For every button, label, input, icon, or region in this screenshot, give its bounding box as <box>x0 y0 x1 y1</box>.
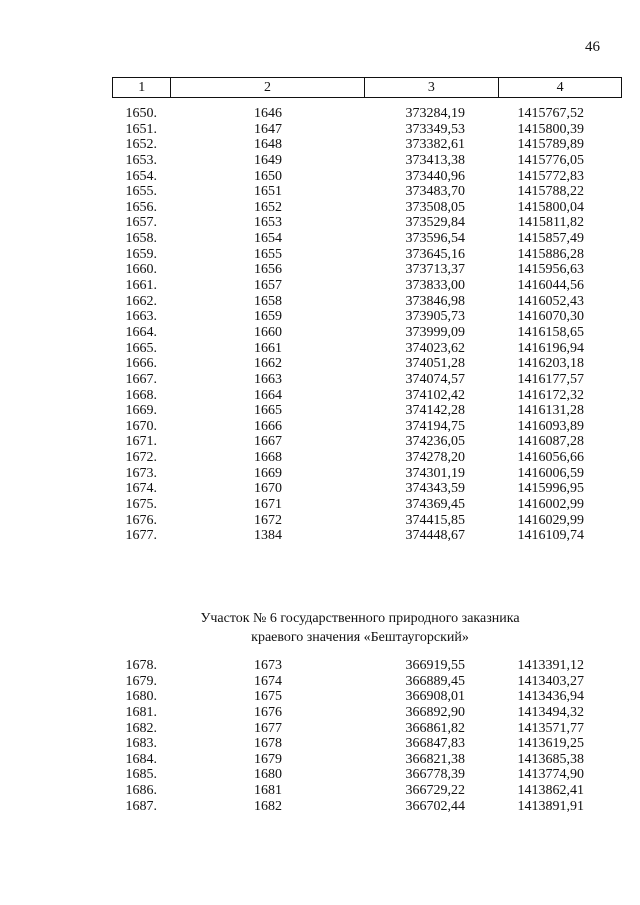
point-number: 1663. <box>125 309 157 325</box>
source-point: 1652 <box>254 199 282 215</box>
point-number: 1665. <box>125 340 157 356</box>
y-coordinate: 1415886,28 <box>517 246 584 262</box>
x-coordinate: 373413,38 <box>405 152 465 168</box>
y-coordinate: 1415956,63 <box>517 262 584 278</box>
y-coordinate: 1413436,94 <box>517 689 584 705</box>
point-number: 1659. <box>125 246 157 262</box>
x-coordinate: 374448,67 <box>405 528 465 544</box>
point-number: 1658. <box>125 231 157 247</box>
source-point: 1664 <box>254 387 282 403</box>
x-coordinate: 373999,09 <box>405 324 465 340</box>
source-point: 1679 <box>254 751 282 767</box>
point-number: 1673. <box>125 465 157 481</box>
x-coordinate: 374074,57 <box>405 371 465 387</box>
y-coordinate: 1416070,30 <box>517 309 584 325</box>
point-number: 1681. <box>125 704 157 720</box>
source-point: 1669 <box>254 465 282 481</box>
y-coordinate: 1416131,28 <box>517 403 584 419</box>
table-row <box>0 325 640 341</box>
y-coordinate: 1413891,91 <box>517 798 584 814</box>
y-coordinate: 1415996,95 <box>517 481 584 497</box>
point-number: 1660. <box>125 262 157 278</box>
table-row <box>0 278 640 294</box>
y-coordinate: 1416087,28 <box>517 434 584 450</box>
table-row <box>0 434 640 450</box>
y-coordinate: 1416006,59 <box>517 465 584 481</box>
x-coordinate: 366861,82 <box>405 720 465 736</box>
table-row <box>0 294 640 310</box>
point-number: 1685. <box>125 767 157 783</box>
x-coordinate: 374023,62 <box>405 340 465 356</box>
table-row <box>0 309 640 325</box>
point-number: 1682. <box>125 720 157 736</box>
point-number: 1656. <box>125 199 157 215</box>
x-coordinate: 366892,90 <box>405 704 465 720</box>
source-point: 1680 <box>254 767 282 783</box>
coordinates-table-group-1 <box>0 106 640 544</box>
y-coordinate: 1413862,41 <box>517 783 584 799</box>
point-number: 1667. <box>125 371 157 387</box>
point-number: 1677. <box>125 528 157 544</box>
column-header-4: 4 <box>499 78 622 98</box>
table-row <box>0 153 640 169</box>
column-header-row <box>113 78 622 98</box>
table-row <box>0 721 640 737</box>
y-coordinate: 1416172,32 <box>517 387 584 403</box>
y-coordinate: 1415811,82 <box>518 215 584 231</box>
table-row <box>0 247 640 263</box>
table-row <box>0 106 640 122</box>
source-point: 1655 <box>254 246 282 262</box>
table-row <box>0 705 640 721</box>
x-coordinate: 366889,45 <box>405 673 465 689</box>
x-coordinate: 366702,44 <box>405 798 465 814</box>
y-coordinate: 1416029,99 <box>517 512 584 528</box>
table-row <box>0 513 640 529</box>
x-coordinate: 374102,42 <box>405 387 465 403</box>
point-number: 1664. <box>125 324 157 340</box>
x-coordinate: 373349,53 <box>405 121 465 137</box>
point-number: 1669. <box>125 403 157 419</box>
x-coordinate: 373440,96 <box>405 168 465 184</box>
source-point: 1384 <box>254 528 282 544</box>
x-coordinate: 366729,22 <box>405 783 465 799</box>
source-point: 1682 <box>254 798 282 814</box>
point-number: 1662. <box>125 293 157 309</box>
y-coordinate: 1415789,89 <box>517 137 584 153</box>
y-coordinate: 1415772,83 <box>517 168 584 184</box>
table-row <box>0 231 640 247</box>
source-point: 1670 <box>254 481 282 497</box>
y-coordinate: 1415788,22 <box>517 184 584 200</box>
point-number: 1676. <box>125 512 157 528</box>
x-coordinate: 373596,54 <box>405 231 465 247</box>
table-row <box>0 799 640 815</box>
source-point: 1661 <box>254 340 282 356</box>
x-coordinate: 373846,98 <box>405 293 465 309</box>
x-coordinate: 373284,19 <box>405 106 465 121</box>
y-coordinate: 1413619,25 <box>517 736 584 752</box>
x-coordinate: 373382,61 <box>405 137 465 153</box>
source-point: 1646 <box>254 106 282 121</box>
point-number: 1668. <box>125 387 157 403</box>
table-row <box>0 169 640 185</box>
y-coordinate: 1413403,27 <box>517 673 584 689</box>
table-row <box>0 528 640 544</box>
point-number: 1687. <box>125 798 157 814</box>
source-point: 1675 <box>254 689 282 705</box>
x-coordinate: 366908,01 <box>405 689 465 705</box>
table-row <box>0 372 640 388</box>
point-number: 1680. <box>125 689 157 705</box>
table-row <box>0 689 640 705</box>
point-number: 1657. <box>125 215 157 231</box>
point-number: 1651. <box>125 121 157 137</box>
coordinates-table-group-2 <box>0 658 640 814</box>
y-coordinate: 1415776,05 <box>517 152 584 168</box>
source-point: 1665 <box>254 403 282 419</box>
table-row <box>0 262 640 278</box>
point-number: 1678. <box>125 658 157 673</box>
point-number: 1670. <box>125 418 157 434</box>
table-row <box>0 658 640 674</box>
y-coordinate: 1416196,94 <box>517 340 584 356</box>
page-number: 46 <box>585 39 600 55</box>
table-row <box>0 783 640 799</box>
column-header-2: 2 <box>171 78 364 98</box>
y-coordinate: 1416158,65 <box>517 324 584 340</box>
x-coordinate: 374369,45 <box>405 497 465 513</box>
point-number: 1666. <box>125 356 157 372</box>
y-coordinate: 1413685,38 <box>517 751 584 767</box>
point-number: 1655. <box>125 184 157 200</box>
x-coordinate: 374343,59 <box>405 481 465 497</box>
point-number: 1684. <box>125 751 157 767</box>
y-coordinate: 1416002,99 <box>517 497 584 513</box>
section-title <box>120 609 600 647</box>
point-number: 1653. <box>125 152 157 168</box>
y-coordinate: 1416093,89 <box>517 418 584 434</box>
y-coordinate: 1413774,90 <box>517 767 584 783</box>
x-coordinate: 366919,55 <box>405 658 465 673</box>
y-coordinate: 1415800,39 <box>517 121 584 137</box>
source-point: 1649 <box>254 152 282 168</box>
source-point: 1666 <box>254 418 282 434</box>
table-row <box>0 752 640 768</box>
table-row <box>0 341 640 357</box>
source-point: 1659 <box>254 309 282 325</box>
table-row <box>0 497 640 513</box>
y-coordinate: 1413391,12 <box>517 658 584 673</box>
source-point: 1674 <box>254 673 282 689</box>
point-number: 1686. <box>125 783 157 799</box>
source-point: 1677 <box>254 720 282 736</box>
source-point: 1662 <box>254 356 282 372</box>
table-row <box>0 450 640 466</box>
y-coordinate: 1416203,18 <box>517 356 584 372</box>
table-row <box>0 122 640 138</box>
source-point: 1672 <box>254 512 282 528</box>
y-coordinate: 1416056,66 <box>517 450 584 466</box>
source-point: 1663 <box>254 371 282 387</box>
point-number: 1683. <box>125 736 157 752</box>
x-coordinate: 374278,20 <box>405 450 465 466</box>
section-title-line-2: краевого значения «Бештаугорский» <box>251 630 469 645</box>
x-coordinate: 373713,37 <box>405 262 465 278</box>
x-coordinate: 374415,85 <box>405 512 465 528</box>
table-row <box>0 388 640 404</box>
source-point: 1654 <box>254 231 282 247</box>
source-point: 1668 <box>254 450 282 466</box>
table-row <box>0 403 640 419</box>
x-coordinate: 374236,05 <box>405 434 465 450</box>
y-coordinate: 1413494,32 <box>517 704 584 720</box>
y-coordinate: 1416052,43 <box>517 293 584 309</box>
point-number: 1650. <box>125 106 157 121</box>
source-point: 1676 <box>254 704 282 720</box>
y-coordinate: 1415800,04 <box>517 199 584 215</box>
table-row <box>0 419 640 435</box>
y-coordinate: 1415767,52 <box>517 106 584 121</box>
table-row <box>0 481 640 497</box>
source-point: 1657 <box>254 278 282 294</box>
table-row <box>0 215 640 231</box>
table-row <box>0 200 640 216</box>
source-point: 1648 <box>254 137 282 153</box>
x-coordinate: 373833,00 <box>405 278 465 294</box>
section-title-line-1: Участок № 6 государственного природного заказника <box>200 611 520 626</box>
source-point: 1671 <box>254 497 282 513</box>
source-point: 1650 <box>254 168 282 184</box>
y-coordinate: 1415857,49 <box>517 231 584 247</box>
source-point: 1647 <box>254 121 282 137</box>
source-point: 1681 <box>254 783 282 799</box>
point-number: 1654. <box>125 168 157 184</box>
column-header-1: 1 <box>113 78 171 98</box>
y-coordinate: 1416177,57 <box>517 371 584 387</box>
x-coordinate: 366847,83 <box>405 736 465 752</box>
table-row <box>0 674 640 690</box>
y-coordinate: 1416044,56 <box>517 278 584 294</box>
source-point: 1673 <box>254 658 282 673</box>
source-point: 1658 <box>254 293 282 309</box>
point-number: 1679. <box>125 673 157 689</box>
table-row <box>0 736 640 752</box>
column-header-3: 3 <box>364 78 499 98</box>
x-coordinate: 373529,84 <box>405 215 465 231</box>
point-number: 1652. <box>125 137 157 153</box>
y-coordinate: 1413571,77 <box>517 720 584 736</box>
x-coordinate: 373508,05 <box>405 199 465 215</box>
x-coordinate: 374301,19 <box>405 465 465 481</box>
table-row <box>0 466 640 482</box>
source-point: 1660 <box>254 324 282 340</box>
x-coordinate: 366778,39 <box>405 767 465 783</box>
y-coordinate: 1416109,74 <box>517 528 584 544</box>
table-row <box>0 137 640 153</box>
table-row <box>0 767 640 783</box>
point-number: 1675. <box>125 497 157 513</box>
x-coordinate: 373645,16 <box>405 246 465 262</box>
source-point: 1656 <box>254 262 282 278</box>
x-coordinate: 374142,28 <box>405 403 465 419</box>
column-header-table <box>112 77 622 98</box>
point-number: 1671. <box>125 434 157 450</box>
source-point: 1651 <box>254 184 282 200</box>
point-number: 1674. <box>125 481 157 497</box>
point-number: 1672. <box>125 450 157 466</box>
source-point: 1667 <box>254 434 282 450</box>
x-coordinate: 374194,75 <box>405 418 465 434</box>
source-point: 1678 <box>254 736 282 752</box>
x-coordinate: 366821,38 <box>405 751 465 767</box>
x-coordinate: 373483,70 <box>405 184 465 200</box>
table-row <box>0 356 640 372</box>
point-number: 1661. <box>125 278 157 294</box>
table-row <box>0 184 640 200</box>
x-coordinate: 374051,28 <box>405 356 465 372</box>
x-coordinate: 373905,73 <box>405 309 465 325</box>
source-point: 1653 <box>254 215 282 231</box>
